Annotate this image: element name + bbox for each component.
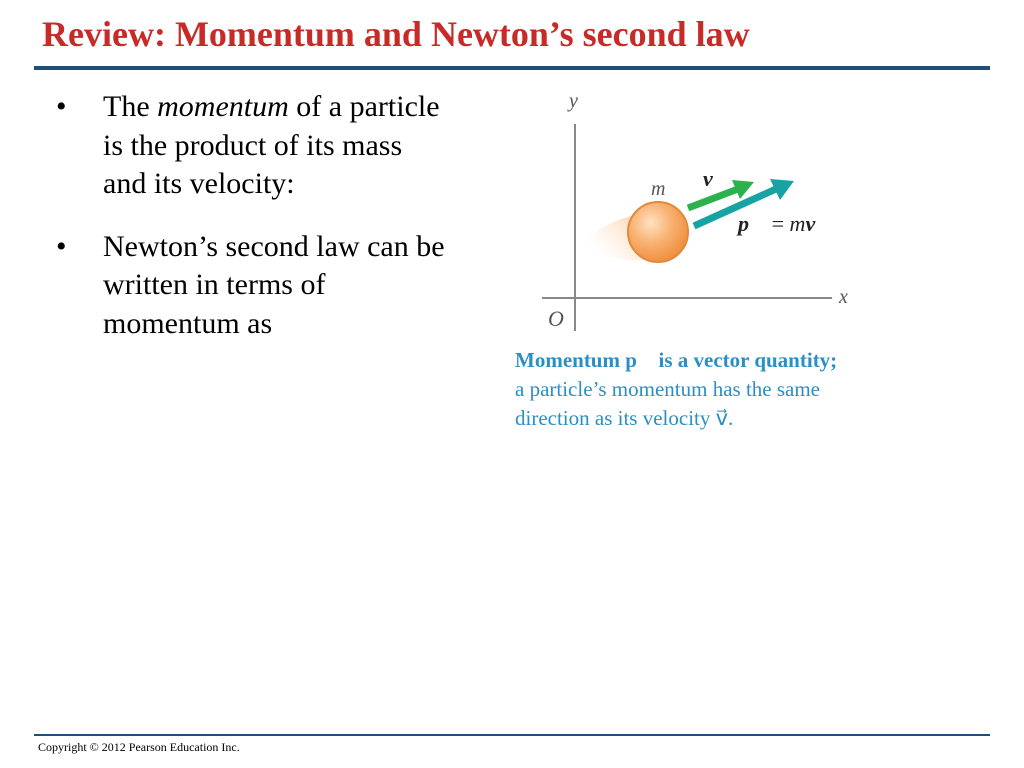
caption-line-1: Momentum p⃗ is a vector quantity; (515, 348, 838, 372)
mass-label: m (651, 178, 666, 200)
velocity-label (703, 166, 730, 192)
caption-line-2: a particle’s momentum has the same (515, 377, 820, 401)
y-axis-label: y (569, 90, 578, 112)
bullet-marker: • (56, 229, 67, 263)
velocity-symbol-eq: v⃗ (805, 211, 833, 236)
momentum-symbol: p⃗ (738, 211, 767, 236)
slide-title: Review: Momentum and Newton’s second law (42, 14, 750, 54)
bullet-text-emphasis: momentum (157, 90, 289, 123)
momentum-equation (738, 211, 832, 237)
x-axis-label: x (839, 286, 848, 308)
bullet-text: Newton’s second law can be written in terms of momentum as (103, 229, 445, 340)
bullet-text-post: of a particle is the product of its mass and its velocity: (103, 90, 440, 200)
bullet-list (56, 88, 446, 367)
figure-caption (515, 346, 895, 433)
momentum-figure (510, 88, 890, 448)
title-divider (34, 66, 990, 70)
bullet-text-pre: The (103, 90, 158, 123)
copyright-notice: Copyright © 2012 Pearson Education Inc. (38, 740, 240, 754)
bullet-momentum-definition (56, 88, 446, 204)
bullet-second-law (56, 228, 446, 344)
caption-line-3: direction as its velocity v⃗. (515, 406, 734, 430)
velocity-symbol: v⃗ (703, 166, 730, 191)
origin-label: O (548, 306, 564, 331)
bullet-marker: • (56, 90, 67, 123)
equals-sign: = (766, 211, 790, 236)
footer-divider (34, 734, 990, 736)
mass-symbol: m (789, 211, 806, 236)
momentum-diagram (510, 88, 890, 338)
particle-ball (628, 202, 688, 262)
